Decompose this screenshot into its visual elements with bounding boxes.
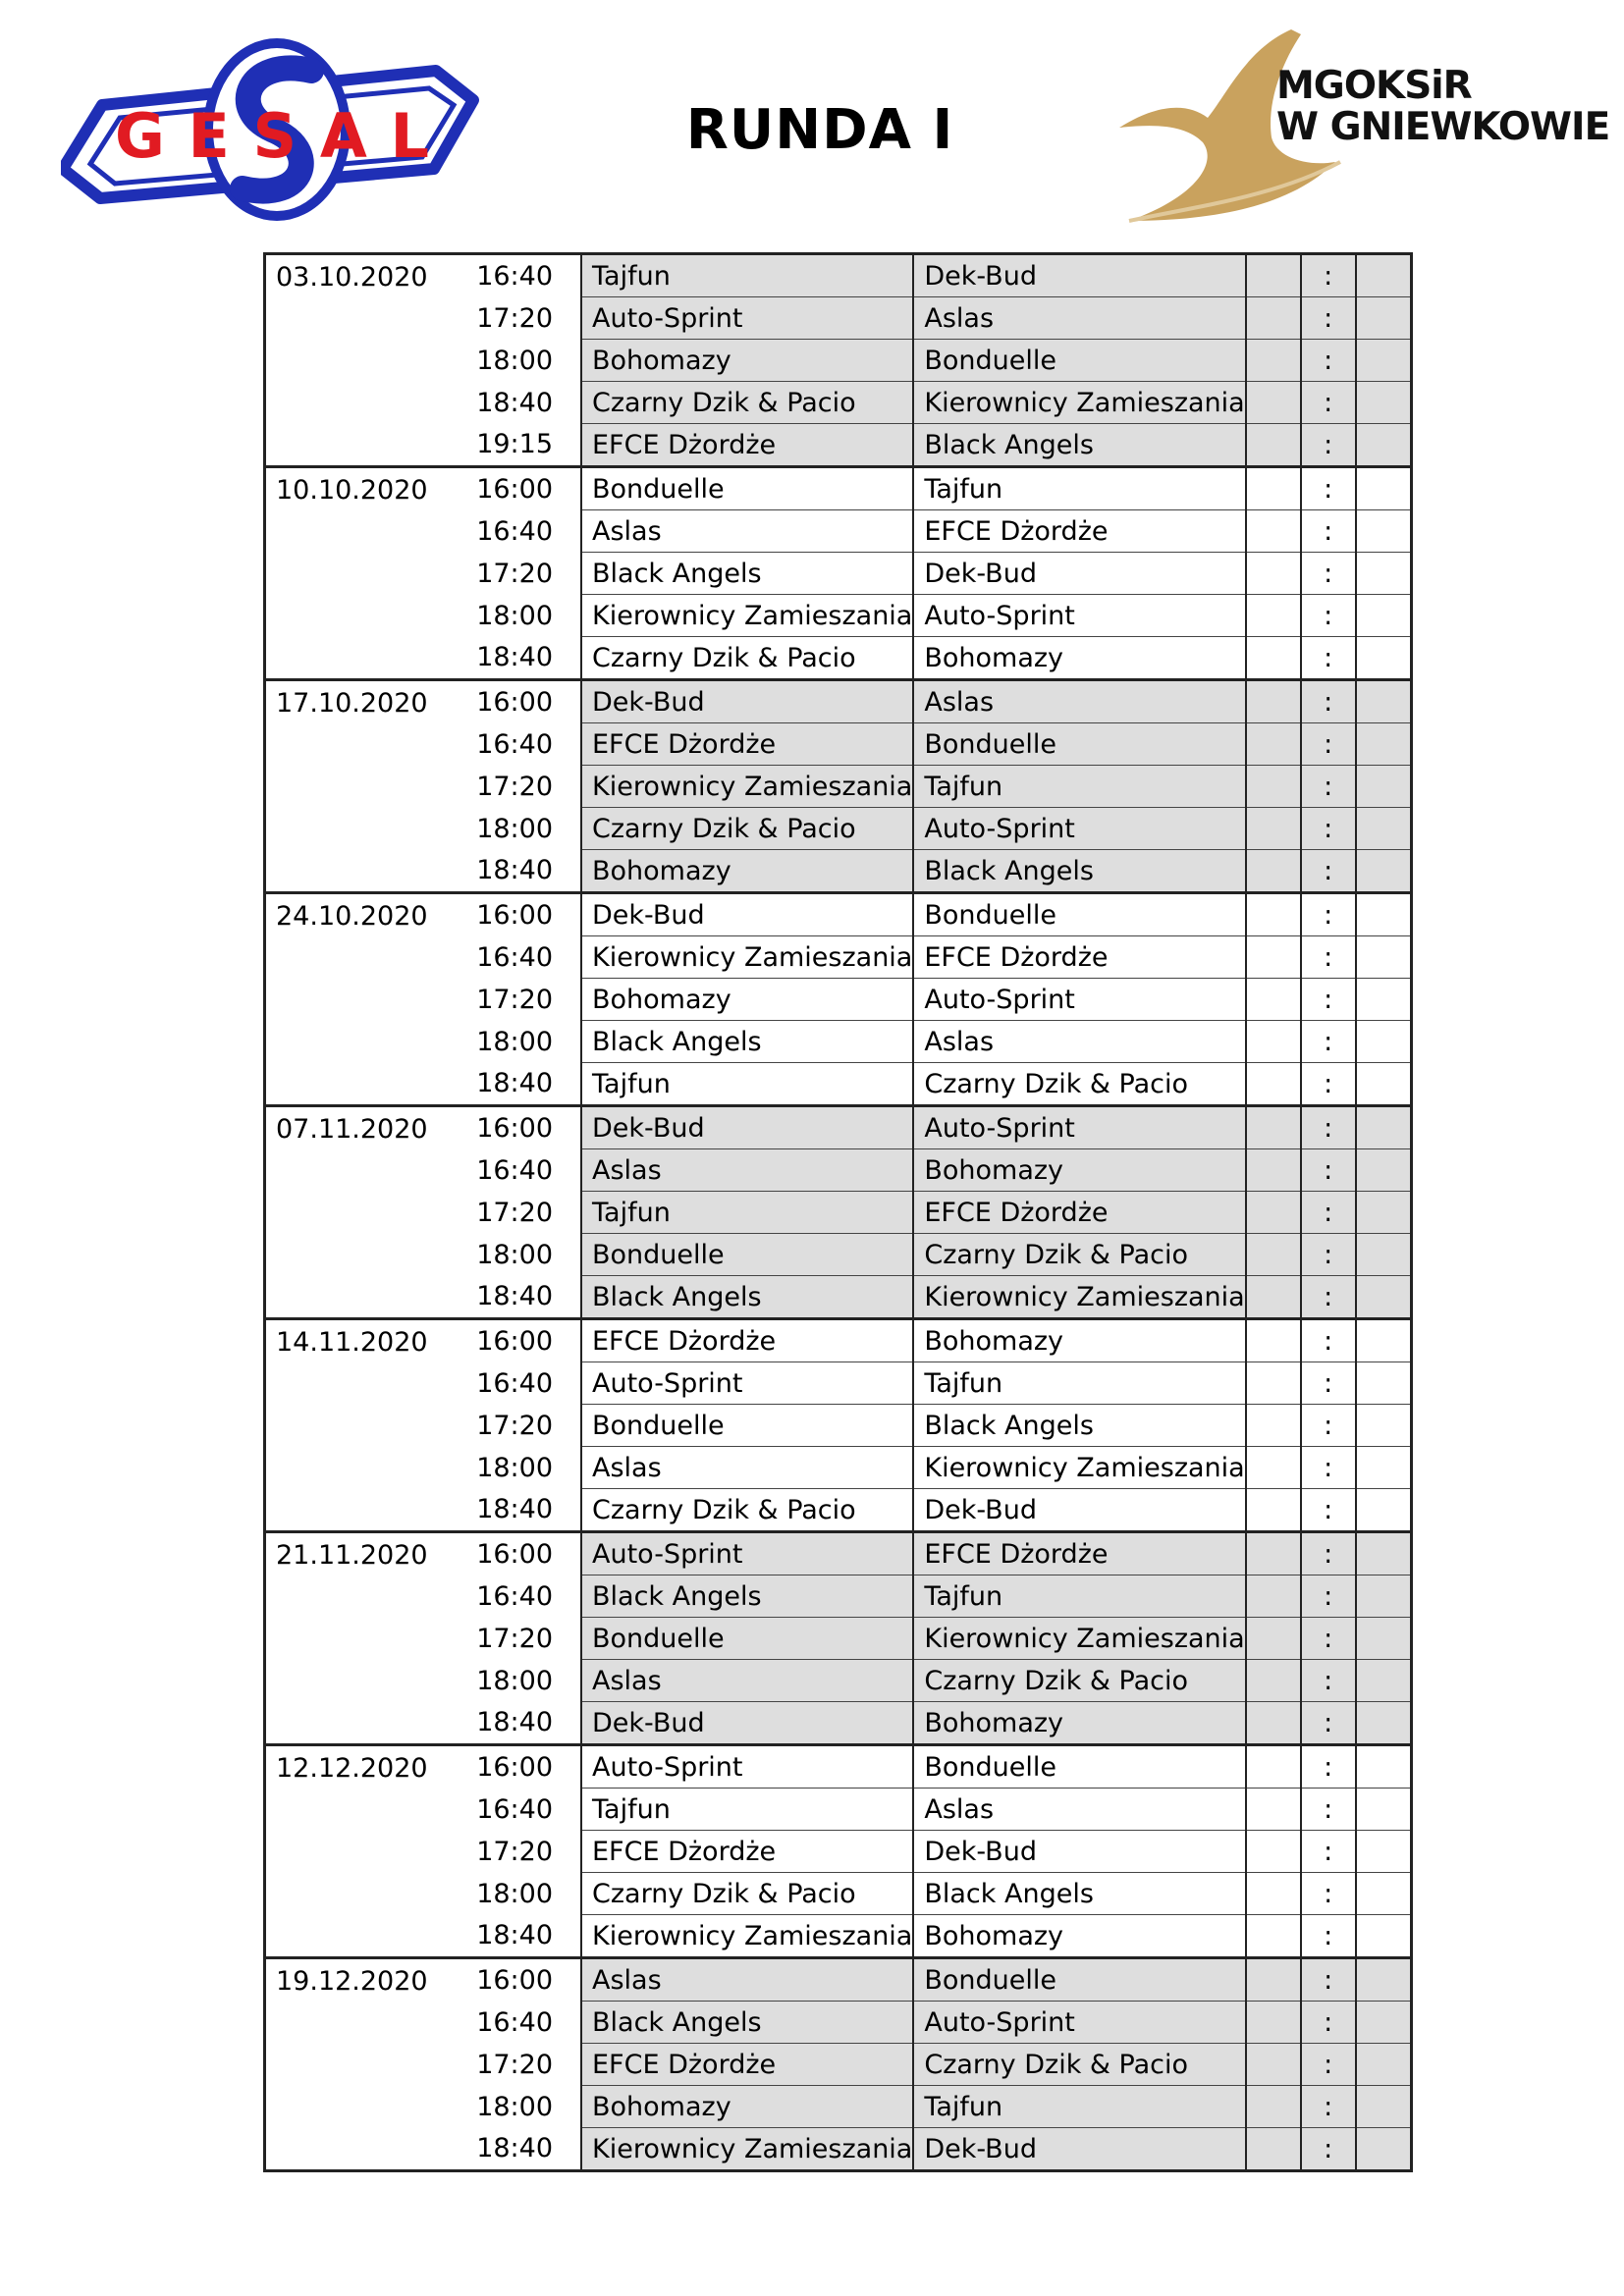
home-team: Kierownicy Zamieszania: [581, 2128, 913, 2171]
score-separator: :: [1301, 2044, 1356, 2086]
score-separator: :: [1301, 1234, 1356, 1276]
score-separator: :: [1301, 553, 1356, 595]
away-score-cell: [1356, 1702, 1412, 1745]
score-separator: :: [1301, 1575, 1356, 1618]
away-score-cell: [1356, 1660, 1412, 1702]
match-time: 17:20: [476, 558, 553, 589]
match-row: [265, 1532, 1412, 1575]
match-time: 17:20: [476, 984, 553, 1015]
away-score-cell: [1356, 297, 1412, 340]
home-team: Dek-Bud: [581, 680, 913, 723]
away-team: Dek-Bud: [913, 553, 1245, 595]
away-team: Bonduelle: [913, 893, 1245, 936]
home-score-cell: [1246, 510, 1301, 553]
match-time: 16:40: [476, 1367, 553, 1399]
home-team: Auto-Sprint: [581, 297, 913, 340]
score-separator: :: [1301, 2086, 1356, 2128]
page-title: RUNDA I: [685, 98, 954, 162]
away-team: EFCE Dżordże: [913, 936, 1245, 979]
away-score-cell: [1356, 936, 1412, 979]
away-team: Czarny Dzik & Pacio: [913, 1063, 1245, 1106]
match-time: 16:40: [476, 728, 553, 760]
score-separator: :: [1301, 510, 1356, 553]
home-team: Tajfun: [581, 1192, 913, 1234]
away-team: Auto-Sprint: [913, 808, 1245, 850]
home-team: Czarny Dzik & Pacio: [581, 1873, 913, 1915]
home-team: Dek-Bud: [581, 1106, 913, 1149]
away-team: Czarny Dzik & Pacio: [913, 1234, 1245, 1276]
score-separator: :: [1301, 1489, 1356, 1532]
match-row: [265, 254, 1412, 297]
away-score-cell: [1356, 1915, 1412, 1958]
score-separator: :: [1301, 808, 1356, 850]
match-time: 16:00: [455, 1745, 581, 1789]
match-time: 18:00: [476, 1878, 553, 1909]
away-team: Kierownicy Zamieszania: [913, 1447, 1245, 1489]
home-score-cell: [1246, 1575, 1301, 1618]
home-score-cell: [1246, 893, 1301, 936]
score-separator: :: [1301, 1149, 1356, 1192]
home-score-cell: [1246, 1063, 1301, 1106]
away-team: Dek-Bud: [913, 1831, 1245, 1873]
home-team: Czarny Dzik & Pacio: [581, 1489, 913, 1532]
round-date: 14.11.2020: [265, 1319, 456, 1532]
match-time: 17:20: [476, 302, 553, 334]
away-score-cell: [1356, 1276, 1412, 1319]
score-separator: :: [1301, 2128, 1356, 2171]
away-team: Aslas: [913, 680, 1245, 723]
home-score-cell: [1246, 1362, 1301, 1405]
home-score-cell: [1246, 1276, 1301, 1319]
match-time: 18:00: [476, 1026, 553, 1057]
home-score-cell: [1246, 467, 1301, 510]
home-team: Auto-Sprint: [581, 1745, 913, 1789]
match-row: [265, 893, 1412, 936]
away-team: Tajfun: [913, 1575, 1245, 1618]
away-score-cell: [1356, 1958, 1412, 2002]
score-separator: :: [1301, 893, 1356, 936]
away-score-cell: [1356, 1745, 1412, 1789]
away-team: Bohomazy: [913, 637, 1245, 680]
away-score-cell: [1356, 680, 1412, 723]
home-score-cell: [1246, 254, 1301, 297]
away-score-cell: [1356, 1873, 1412, 1915]
away-score-cell: [1356, 808, 1412, 850]
home-score-cell: [1246, 1702, 1301, 1745]
match-time: 17:20: [476, 2049, 553, 2080]
gesal-logo: [61, 31, 483, 223]
away-team: Kierownicy Zamieszania: [913, 1618, 1245, 1660]
home-score-cell: [1246, 1447, 1301, 1489]
round-date: 24.10.2020: [265, 893, 456, 1106]
away-team: Czarny Dzik & Pacio: [913, 1660, 1245, 1702]
away-score-cell: [1356, 1192, 1412, 1234]
home-score-cell: [1246, 1831, 1301, 1873]
home-score-cell: [1246, 1489, 1301, 1532]
home-team: Kierownicy Zamieszania: [581, 766, 913, 808]
away-score-cell: [1356, 595, 1412, 637]
home-score-cell: [1246, 2086, 1301, 2128]
away-score-cell: [1356, 1106, 1412, 1149]
match-time: 18:00: [476, 345, 553, 376]
score-separator: :: [1301, 766, 1356, 808]
away-team: EFCE Dżordże: [913, 1192, 1245, 1234]
away-score-cell: [1356, 1575, 1412, 1618]
home-score-cell: [1246, 936, 1301, 979]
away-score-cell: [1356, 1362, 1412, 1405]
match-time: 16:00: [455, 1106, 581, 1149]
score-separator: :: [1301, 424, 1356, 467]
away-score-cell: [1356, 2044, 1412, 2086]
away-team: Bonduelle: [913, 340, 1245, 382]
match-row: [265, 1319, 1412, 1362]
home-team: Bohomazy: [581, 979, 913, 1021]
match-time: 18:40: [476, 387, 553, 418]
home-score-cell: [1246, 723, 1301, 766]
match-time: 18:40: [476, 642, 553, 673]
score-separator: :: [1301, 1618, 1356, 1660]
match-time: 17:20: [476, 1836, 553, 1867]
home-team: Bonduelle: [581, 1405, 913, 1447]
score-separator: :: [1301, 1276, 1356, 1319]
home-team: Dek-Bud: [581, 1702, 913, 1745]
match-time: 18:40: [476, 1068, 553, 1099]
match-time: 18:40: [476, 1920, 553, 1951]
home-team: Aslas: [581, 1958, 913, 2002]
home-score-cell: [1246, 340, 1301, 382]
score-separator: :: [1301, 467, 1356, 510]
away-team: Dek-Bud: [913, 2128, 1245, 2171]
home-score-cell: [1246, 1319, 1301, 1362]
score-separator: :: [1301, 297, 1356, 340]
away-score-cell: [1356, 1234, 1412, 1276]
away-team: Kierownicy Zamieszania: [913, 1276, 1245, 1319]
home-score-cell: [1246, 424, 1301, 467]
score-separator: :: [1301, 1063, 1356, 1106]
score-separator: :: [1301, 936, 1356, 979]
round-date: 19.12.2020: [265, 1958, 456, 2171]
home-team: Bonduelle: [581, 1618, 913, 1660]
match-time: 16:40: [476, 2006, 553, 2038]
away-score-cell: [1356, 637, 1412, 680]
mgoksir-logo-line2: W GNIEWKOWIE: [1276, 105, 1610, 149]
away-score-cell: [1356, 1789, 1412, 1831]
score-separator: :: [1301, 254, 1356, 297]
away-score-cell: [1356, 979, 1412, 1021]
score-separator: :: [1301, 1106, 1356, 1149]
home-score-cell: [1246, 850, 1301, 893]
home-score-cell: [1246, 297, 1301, 340]
match-time: 18:40: [476, 1494, 553, 1525]
home-team: Aslas: [581, 1660, 913, 1702]
away-team: Aslas: [913, 1021, 1245, 1063]
away-team: Tajfun: [913, 1362, 1245, 1405]
score-separator: :: [1301, 1789, 1356, 1831]
match-time: 16:00: [455, 467, 581, 510]
away-team: Auto-Sprint: [913, 595, 1245, 637]
home-team: Aslas: [581, 1149, 913, 1192]
match-time: 18:40: [476, 855, 553, 886]
away-team: Bohomazy: [913, 1319, 1245, 1362]
page-header: [0, 0, 1624, 245]
home-score-cell: [1246, 1192, 1301, 1234]
away-team: Dek-Bud: [913, 254, 1245, 297]
home-score-cell: [1246, 979, 1301, 1021]
match-time: 16:00: [455, 893, 581, 936]
home-score-cell: [1246, 1789, 1301, 1831]
home-score-cell: [1246, 1915, 1301, 1958]
away-score-cell: [1356, 340, 1412, 382]
away-team: Aslas: [913, 297, 1245, 340]
round-date: 17.10.2020: [265, 680, 456, 893]
home-team: Bohomazy: [581, 340, 913, 382]
away-team: Kierownicy Zamieszania: [913, 382, 1245, 424]
away-team: Tajfun: [913, 2086, 1245, 2128]
mgoksir-logo-line1: MGOKSiR: [1276, 64, 1472, 108]
home-team: Black Angels: [581, 2002, 913, 2044]
away-team: Dek-Bud: [913, 1489, 1245, 1532]
away-team: Tajfun: [913, 766, 1245, 808]
away-score-cell: [1356, 1149, 1412, 1192]
match-time: 17:20: [476, 771, 553, 802]
away-score-cell: [1356, 1489, 1412, 1532]
away-team: Aslas: [913, 1789, 1245, 1831]
score-separator: :: [1301, 1831, 1356, 1873]
home-team: Aslas: [581, 510, 913, 553]
home-team: Black Angels: [581, 1575, 913, 1618]
away-score-cell: [1356, 1021, 1412, 1063]
round-date: 10.10.2020: [265, 467, 456, 680]
match-time: 19:15: [476, 429, 553, 460]
match-time: 17:20: [476, 1623, 553, 1654]
match-time: 16:40: [476, 260, 553, 292]
match-time: 16:40: [476, 941, 553, 973]
home-team: Tajfun: [581, 1063, 913, 1106]
away-team: EFCE Dżordże: [913, 510, 1245, 553]
away-team: Bohomazy: [913, 1149, 1245, 1192]
home-team: Kierownicy Zamieszania: [581, 595, 913, 637]
away-score-cell: [1356, 1831, 1412, 1873]
away-score-cell: [1356, 2002, 1412, 2044]
away-team: Auto-Sprint: [913, 2002, 1245, 2044]
match-row: [265, 1958, 1412, 2002]
home-team: EFCE Dżordże: [581, 1319, 913, 1362]
away-team: Bohomazy: [913, 1702, 1245, 1745]
away-score-cell: [1356, 467, 1412, 510]
home-team: Bonduelle: [581, 1234, 913, 1276]
away-score-cell: [1356, 1447, 1412, 1489]
home-score-cell: [1246, 808, 1301, 850]
match-time: 16:00: [455, 1319, 581, 1362]
home-score-cell: [1246, 680, 1301, 723]
score-separator: :: [1301, 340, 1356, 382]
round-date: 21.11.2020: [265, 1532, 456, 1745]
match-time: 16:00: [455, 1958, 581, 2002]
score-separator: :: [1301, 1745, 1356, 1789]
away-score-cell: [1356, 1319, 1412, 1362]
match-row: [265, 1745, 1412, 1789]
away-score-cell: [1356, 1405, 1412, 1447]
home-score-cell: [1246, 2002, 1301, 2044]
home-team: Tajfun: [581, 1789, 913, 1831]
home-score-cell: [1246, 1873, 1301, 1915]
match-time: 18:00: [476, 600, 553, 631]
match-row: [265, 1106, 1412, 1149]
away-score-cell: [1356, 893, 1412, 936]
home-team: Czarny Dzik & Pacio: [581, 382, 913, 424]
home-team: Tajfun: [581, 254, 913, 297]
away-team: Bonduelle: [913, 723, 1245, 766]
home-score-cell: [1246, 766, 1301, 808]
away-team: Auto-Sprint: [913, 1106, 1245, 1149]
match-row: [265, 680, 1412, 723]
match-time: 18:40: [476, 1707, 553, 1738]
gesal-logo-graphic: [61, 31, 483, 223]
match-time: 16:00: [455, 1532, 581, 1575]
home-score-cell: [1246, 382, 1301, 424]
away-team: Bohomazy: [913, 1915, 1245, 1958]
away-score-cell: [1356, 382, 1412, 424]
schedule-table: [263, 252, 1413, 2172]
home-team: EFCE Dżordże: [581, 2044, 913, 2086]
away-score-cell: [1356, 1063, 1412, 1106]
match-time: 18:00: [476, 1239, 553, 1270]
home-team: Kierownicy Zamieszania: [581, 936, 913, 979]
round-date: 03.10.2020: [276, 262, 428, 293]
home-score-cell: [1246, 2128, 1301, 2171]
away-score-cell: [1356, 766, 1412, 808]
score-separator: :: [1301, 1447, 1356, 1489]
match-row: [265, 467, 1412, 510]
home-team: Bohomazy: [581, 850, 913, 893]
away-team: Bonduelle: [913, 1745, 1245, 1789]
home-team: EFCE Dżordże: [581, 1831, 913, 1873]
home-score-cell: [1246, 553, 1301, 595]
home-team: Black Angels: [581, 1276, 913, 1319]
home-score-cell: [1246, 1660, 1301, 1702]
score-separator: :: [1301, 1319, 1356, 1362]
home-score-cell: [1246, 1234, 1301, 1276]
round-date: 07.11.2020: [265, 1106, 456, 1319]
home-score-cell: [1246, 637, 1301, 680]
match-time: 18:00: [476, 813, 553, 844]
schedule-body: [265, 254, 1412, 2171]
match-time: 18:00: [476, 1665, 553, 1696]
score-separator: :: [1301, 1660, 1356, 1702]
score-separator: :: [1301, 1958, 1356, 2002]
away-score-cell: [1356, 723, 1412, 766]
home-score-cell: [1246, 1405, 1301, 1447]
score-separator: :: [1301, 680, 1356, 723]
gesal-logo-text: GESAL: [115, 100, 429, 172]
home-team: Auto-Sprint: [581, 1362, 913, 1405]
home-team: Bonduelle: [581, 467, 913, 510]
score-separator: :: [1301, 637, 1356, 680]
score-separator: :: [1301, 850, 1356, 893]
score-separator: :: [1301, 1873, 1356, 1915]
away-score-cell: [1356, 1618, 1412, 1660]
away-score-cell: [1356, 254, 1412, 297]
away-score-cell: [1356, 2128, 1412, 2171]
home-score-cell: [1246, 2044, 1301, 2086]
score-separator: :: [1301, 1702, 1356, 1745]
away-team: Bonduelle: [913, 1958, 1245, 2002]
away-team: Black Angels: [913, 1873, 1245, 1915]
match-time: 18:00: [476, 1452, 553, 1483]
score-separator: :: [1301, 1532, 1356, 1575]
home-score-cell: [1246, 1149, 1301, 1192]
match-time: 16:40: [476, 1793, 553, 1825]
home-score-cell: [1246, 1618, 1301, 1660]
away-score-cell: [1356, 2086, 1412, 2128]
away-team: Tajfun: [913, 467, 1245, 510]
away-team: Czarny Dzik & Pacio: [913, 2044, 1245, 2086]
home-team: EFCE Dżordże: [581, 723, 913, 766]
match-time: 16:40: [476, 1154, 553, 1186]
match-time: 18:40: [476, 1281, 553, 1312]
home-team: Auto-Sprint: [581, 1532, 913, 1575]
match-time: 16:40: [476, 515, 553, 547]
away-score-cell: [1356, 553, 1412, 595]
home-score-cell: [1246, 1745, 1301, 1789]
home-score-cell: [1246, 595, 1301, 637]
home-score-cell: [1246, 1021, 1301, 1063]
home-score-cell: [1246, 1532, 1301, 1575]
away-score-cell: [1356, 510, 1412, 553]
score-separator: :: [1301, 1915, 1356, 1958]
away-team: Black Angels: [913, 424, 1245, 467]
home-team: Czarny Dzik & Pacio: [581, 637, 913, 680]
home-score-cell: [1246, 1958, 1301, 2002]
score-separator: :: [1301, 2002, 1356, 2044]
home-team: Czarny Dzik & Pacio: [581, 808, 913, 850]
match-time: 17:20: [476, 1197, 553, 1228]
round-date: 12.12.2020: [265, 1745, 456, 1958]
score-separator: :: [1301, 1362, 1356, 1405]
score-separator: :: [1301, 1021, 1356, 1063]
away-score-cell: [1356, 850, 1412, 893]
match-time: 18:00: [476, 2091, 553, 2122]
score-separator: :: [1301, 1405, 1356, 1447]
home-team: Aslas: [581, 1447, 913, 1489]
away-score-cell: [1356, 1532, 1412, 1575]
match-time: 17:20: [476, 1410, 553, 1441]
home-score-cell: [1246, 1106, 1301, 1149]
score-separator: :: [1301, 595, 1356, 637]
home-team: Bohomazy: [581, 2086, 913, 2128]
score-separator: :: [1301, 979, 1356, 1021]
match-time: 18:40: [476, 2133, 553, 2164]
match-time: 16:40: [476, 1580, 553, 1612]
home-team: Dek-Bud: [581, 893, 913, 936]
home-team: Black Angels: [581, 553, 913, 595]
home-team: Kierownicy Zamieszania: [581, 1915, 913, 1958]
score-separator: :: [1301, 1192, 1356, 1234]
home-team: EFCE Dżordże: [581, 424, 913, 467]
score-separator: :: [1301, 382, 1356, 424]
score-separator: :: [1301, 723, 1356, 766]
away-score-cell: [1356, 424, 1412, 467]
away-team: Black Angels: [913, 850, 1245, 893]
away-team: Auto-Sprint: [913, 979, 1245, 1021]
away-team: EFCE Dżordże: [913, 1532, 1245, 1575]
away-team: Black Angels: [913, 1405, 1245, 1447]
mgoksir-logo: [1110, 25, 1610, 231]
match-time: 16:00: [455, 680, 581, 723]
home-team: Black Angels: [581, 1021, 913, 1063]
